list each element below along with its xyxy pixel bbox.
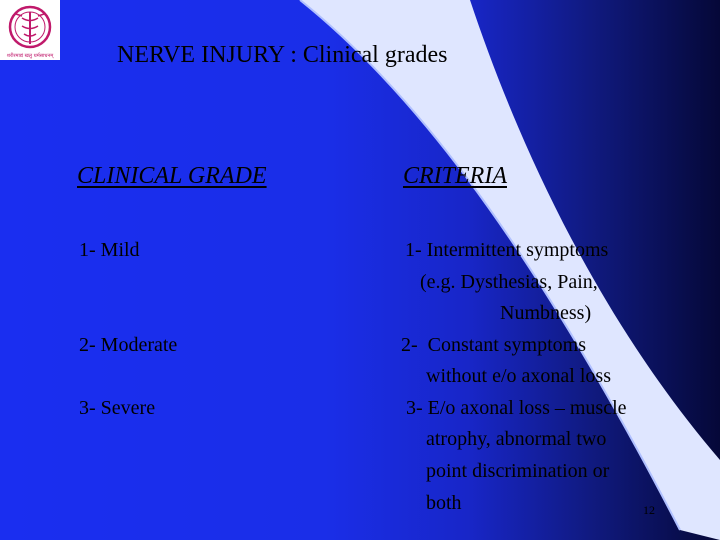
- criteria-line: both: [401, 492, 462, 514]
- criteria-line: 3- E/o axonal loss – muscle: [401, 397, 627, 419]
- criteria-line: 2- Constant symptoms: [401, 334, 587, 356]
- institute-logo: [0, 0, 60, 60]
- medical-caduceus-emblem-icon: [0, 0, 60, 60]
- criteria-line: 1- Intermittent symptoms: [405, 239, 609, 261]
- criteria-line: point discrimination or: [401, 460, 610, 482]
- grade-mild: 1- Mild: [79, 239, 140, 261]
- logo-caption: शरीरमाद्यं खलु धर्मसाधनम्: [6, 53, 54, 59]
- criteria-line: without e/o axonal loss: [401, 365, 611, 387]
- criteria-line: atrophy, abnormal two: [401, 428, 607, 450]
- grade-moderate: 2- Moderate: [79, 334, 178, 356]
- slide-number: 12: [643, 503, 655, 517]
- grade-severe: 3- Severe: [79, 397, 156, 419]
- header-criteria: CRITERIA: [403, 163, 507, 189]
- slide-title: NERVE INJURY : Clinical grades: [117, 42, 448, 68]
- header-clinical-grade: CLINICAL GRADE: [77, 163, 267, 189]
- criteria-line: Numbness): [405, 302, 592, 324]
- criteria-line: (e.g. Dysthesias, Pain,: [405, 271, 598, 293]
